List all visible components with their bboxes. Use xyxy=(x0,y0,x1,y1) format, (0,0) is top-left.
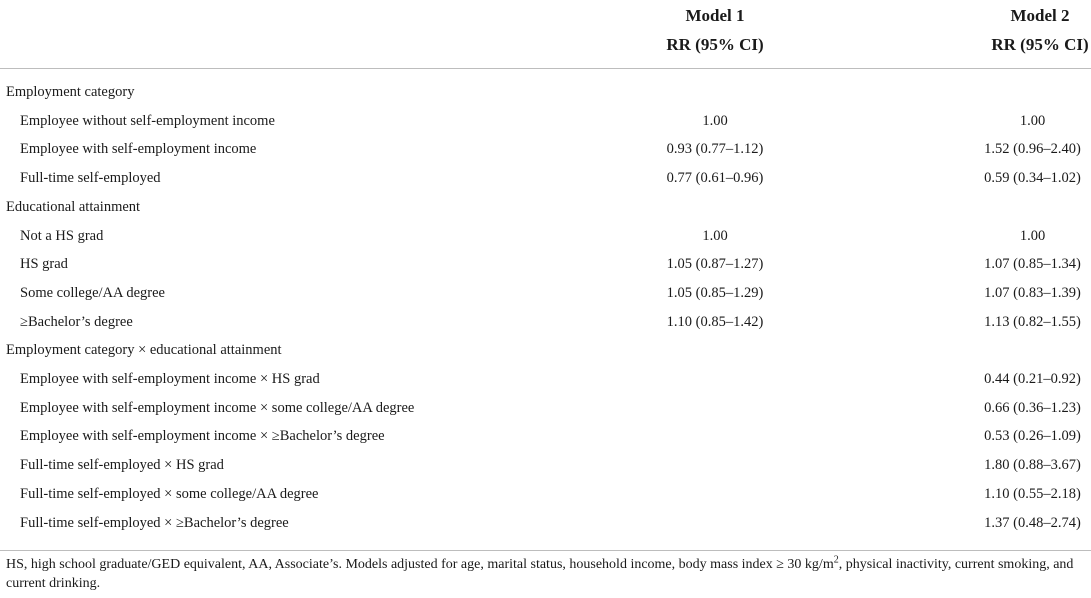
table-bottom-rule xyxy=(0,550,1091,551)
row-label: Full-time self-employed × HS grad xyxy=(20,457,224,474)
table-row xyxy=(0,308,1091,337)
model1-header xyxy=(630,1,800,59)
model2-value: 0.59 (0.34–1.02) xyxy=(984,170,1081,187)
model2-value: 1.07 (0.85–1.34) xyxy=(984,256,1081,273)
footnote-superscript: 2 xyxy=(833,554,839,566)
model1-value: 1.00 xyxy=(702,112,728,129)
table-row xyxy=(0,250,1091,279)
model1-value: 1.05 (0.87–1.27) xyxy=(666,256,764,273)
row-label: Educational attainment xyxy=(6,198,141,215)
model2-value: 1.07 (0.83–1.39) xyxy=(984,284,1081,301)
row-label: Employee with self-employment income xyxy=(20,141,257,158)
model1-subtitle: RR (95% CI) xyxy=(666,35,764,54)
model2-value: 1.37 (0.48–2.74) xyxy=(984,514,1081,531)
table-row xyxy=(0,135,1091,164)
table-row xyxy=(0,164,1091,193)
table-row xyxy=(0,394,1091,423)
model2-value: 1.80 (0.88–3.67) xyxy=(984,457,1081,474)
model2-title: Model 2 xyxy=(1010,6,1070,25)
row-label: Employee without self-employment income xyxy=(20,112,275,129)
table-row xyxy=(0,509,1091,538)
model1-title: Model 1 xyxy=(685,6,745,25)
model2-value: 1.13 (0.82–1.55) xyxy=(984,313,1081,330)
row-label: Not a HS grad xyxy=(20,227,104,244)
model2-value: 0.66 (0.36–1.23) xyxy=(984,399,1081,416)
table-row xyxy=(0,107,1091,136)
model2-value: 1.52 (0.96–2.40) xyxy=(984,141,1081,158)
row-label: Employee with self-employment income × HS grad xyxy=(20,371,320,387)
model1-value: 1.00 xyxy=(702,227,728,244)
model1-value: 1.05 (0.85–1.29) xyxy=(666,284,764,301)
row-label: Full-time self-employed × some college/AA degree xyxy=(20,485,319,502)
table-row xyxy=(0,336,1091,365)
table-row xyxy=(0,422,1091,451)
table-footnote xyxy=(6,555,1088,593)
row-label: Employee with self-employment income × some college/AA degree xyxy=(20,399,415,416)
row-label: Employment category xyxy=(6,84,135,100)
model2-value: 1.00 xyxy=(1019,112,1046,129)
row-label: ≥Bachelor’s degree xyxy=(20,313,133,330)
model2-value: 1.00 xyxy=(1019,227,1046,244)
row-label: HS grad xyxy=(20,256,68,273)
table-row xyxy=(0,193,1091,222)
model2-value: 0.44 (0.21–0.92) xyxy=(984,371,1081,387)
table-row xyxy=(0,451,1091,480)
model2-value: 0.53 (0.26–1.09) xyxy=(984,428,1081,445)
table-row xyxy=(0,365,1091,394)
row-label: Employment category × educational attainment xyxy=(6,342,282,359)
row-label: Employee with self-employment income × ≥Bachelor’s degree xyxy=(20,428,385,445)
model2-subtitle: RR (95% CI) xyxy=(991,35,1089,54)
footnote-text-end: , physical inactivity, current smoking, and current drinking. xyxy=(6,557,1074,591)
row-label: Full-time self-employed xyxy=(20,170,161,187)
table-row xyxy=(0,279,1091,308)
model1-value: 0.93 (0.77–1.12) xyxy=(666,141,764,158)
table-row xyxy=(0,480,1091,509)
row-label: Full-time self-employed × ≥Bachelor’s degree xyxy=(20,514,289,531)
table-row xyxy=(0,78,1091,107)
model2-value: 1.10 (0.55–2.18) xyxy=(984,485,1081,502)
model1-value: 1.10 (0.85–1.42) xyxy=(666,313,764,330)
model1-value: 0.77 (0.61–0.96) xyxy=(666,170,764,187)
table-row xyxy=(0,222,1091,251)
model2-header xyxy=(955,1,1091,59)
row-label: Some college/AA degree xyxy=(20,284,165,301)
footnote-text: HS, high school graduate/GED equivalent, AA, Associate’s. Models adjusted for age, marital status, household income, body mass index ≥ 30 kg/m xyxy=(6,557,834,572)
table-header xyxy=(0,0,1091,69)
